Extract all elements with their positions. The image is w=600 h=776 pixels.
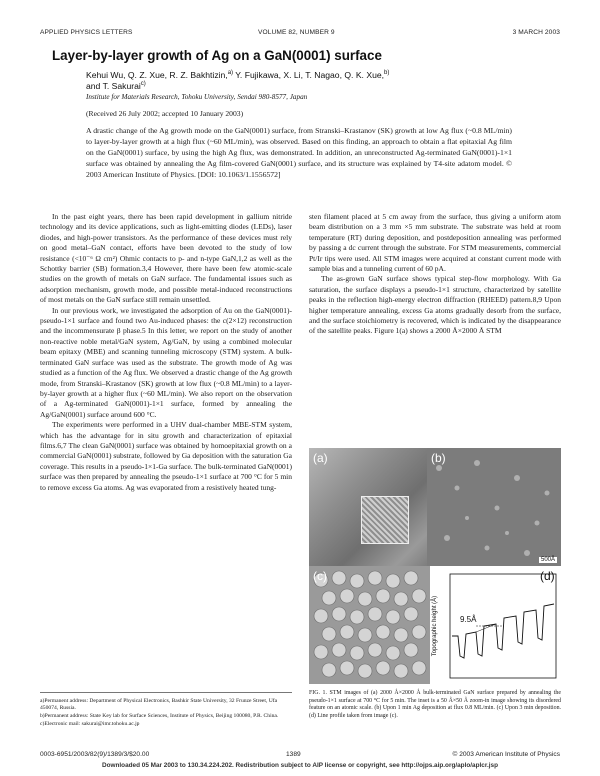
body-column-left: [40, 212, 292, 493]
body-paragraph-continued: sten filament placed at 5 cm away from the surface, thus giving a uniform atom beam distribution on a 3 mm ×5 mm substrate. The substrate was held at room temperature (RT) during deposition, and postdeposition annealing was performed by passing a dc current through the substrate. For STM measurements, commercial Pt/Ir tips were used. All STM images were acquired at constant current mode with sample bias and a tunneling current of 60 pA.: [309, 212, 561, 274]
panel-label-d: (d): [540, 569, 555, 583]
step-height-label: 9.5Å: [460, 615, 477, 624]
figure-caption: FIG. 1. STM images of (a) 2000 Å×2000 Å bulk-terminated GaN surface prepared by annealing the pseudo-1×1 surface at 700 °C for 5 min. The inset is a 50 Å×50 Å zoom-in image showing its disordered feature on an atomic scale. (b) Upon 1 min Ag deposition at flux 0.8 ML/min. (c) Upon 3 min deposition. (d) Line profile taken from image (c).: [309, 690, 561, 719]
panel-label-c: (c): [313, 569, 327, 583]
scale-bar-b: 500Å: [540, 557, 555, 563]
authors-part-1: Kehui Wu, Q. Z. Xue, R. Z. Bakhtizin,: [86, 70, 228, 80]
issue-date: 3 MARCH 2003: [512, 29, 560, 36]
footnote-mark-c[interactable]: c): [140, 81, 146, 88]
panel-label-a: (a): [313, 451, 328, 465]
volume-number: VOLUME 82, NUMBER 9: [258, 29, 335, 36]
stm-image-b: [427, 448, 561, 566]
footnote: b)Permanent address: State Key lab for Surface Sciences, Institute of Physics, Beijing 100080, P.R. China.: [40, 712, 279, 719]
footnote-mark-a[interactable]: a): [227, 70, 234, 77]
copyright: © 2003 American Institute of Physics: [452, 751, 560, 758]
stm-texture-b: [427, 448, 561, 566]
line-profile-plot: [430, 566, 561, 684]
footnotes: [40, 692, 292, 728]
affiliation: Institute for Materials Research, Tohoku University, Sendai 980-8577, Japan: [86, 93, 308, 101]
download-notice[interactable]: Downloaded 05 Mar 2003 to 130.34.224.202. Redistribution subject to AIP license or copyright, see http://ojps.aip.org/aplo/aplcr.jsp: [102, 762, 498, 769]
footnote-mark-b[interactable]: b): [384, 70, 390, 77]
stm-image-c: [309, 566, 430, 684]
figure-1: [309, 448, 561, 684]
axis-label-y: Topographic height (Å): [432, 595, 438, 657]
footnote: c)Electronic mail: sakurai@imr.tohoku.ac.jp: [40, 720, 140, 727]
panel-label-b: (b): [431, 451, 446, 465]
received-dates: (Received 26 July 2002; accepted 10 January 2003): [86, 109, 244, 118]
body-paragraph: In our previous work, we investigated the adsorption of Au on the GaN(0001)-pseudo-1×1 surface and found two Au-induced phases: the c(2×12) reconstruction and the incommensurate β phase.5 In this letter, we report on the study of another non-reactive noble metal/GaN system, Ag/GaN, by using a combined molecular beam epitaxy (MBE) and scanning tunneling microscopy (STM) system. A bulk-terminated GaN surface was used as the substrate. The growth mode of Ag was studied as a function of the Ag flux. We observed a drastic change of the Ag growth mode, from Stranski–Krastanov (SK) growth at low flux (~0.8 ML/min) to a layer-by-layer growth at a higher flux (~60 ML/min). We also report on the observation of a Ag-terminated GaN(0001)-1×1 surface, formed by annealing the Ag/GaN(0001) surface around 600 °C.: [40, 305, 292, 419]
body-column-right: [309, 212, 561, 337]
author-list: [86, 70, 526, 92]
stm-texture-c: [309, 566, 430, 684]
authors-part-3: and T. Sakurai: [86, 81, 141, 91]
abstract: A drastic change of the Ag growth mode on the GaN(0001) surface, from Stranski–Krastanov (SK) growth at low Ag flux (~0.8 ML/min) to layer-by-layer growth at a high flux (~60 ML/min), was observed. Based on this finding, an approach to obtain a flat epitaxial Ag film on the GaN(0001) surface, by using the high Ag flux, was demonstrated. In addition, an unreconstructed Ag-terminated GaN(0001)-1×1 surface was obtained by annealing the Ag film-covered GaN(0001) surface, and its structure was explained by T4-site adatom model. © 2003 American Institute of Physics. [DOI: 10.1063/1.1556572]: [86, 126, 512, 179]
footnote: a)Permanent address: Department of Physical Electronics, Bashkir State University, 32 Frunze Street, Ufa 450074, Russia.: [40, 698, 278, 712]
page-number: 1389: [286, 751, 301, 758]
line-profile-trace: [452, 604, 554, 658]
issn-code: 0003-6951/2003/82(9)/1389/3/$20.00: [40, 751, 150, 758]
line-profile-d: [430, 566, 561, 684]
stm-inset-zoom: [361, 496, 409, 544]
journal-name: APPLIED PHYSICS LETTERS: [40, 29, 133, 36]
paper-title: Layer-by-layer growth of Ag on a GaN(0001) surface: [52, 48, 382, 63]
body-paragraph: The as-grown GaN surface shows typical step-flow morphology. With Ga saturation, the surface displays a pseudo-1×1 structure, characterized by satellite peaks in the reflection high-energy electron diffraction (RHEED) pattern.8,9 Upon higher temperature annealing, excess Ga atoms gradually desorb from the surface, and the surface stoichiometry is recovered, which is indicated by the disappearance of the satellite peaks. Figure 1(a) shows a 2000 Å×2000 Å STM: [309, 274, 561, 336]
authors-part-2: Y. Fujikawa, X. Li, T. Nagao, Q. K. Xue,: [233, 70, 385, 80]
body-paragraph: In the past eight years, there has been rapid development in gallium nitride technology and its device applications, such as light-emitting diodes (LEDs), laser diodes, and high-power transistors. As the performance of these devices must rely on good metal–GaN contact, efforts have been devoted to the study of low resistance (<10⁻⁶ Ω cm²) Ohmic contacts to p- and n-type GaN,1,2 as well as the Schottky barrier (SB) formation.3,4 However, there have been few atomic-scale studies on the growth of metals on GaN surface. The fundamental issues such as adsorption mechanism, growth mode, and possible metal-induced reconstructions of most metals on the GaN surface still remain unsettled.: [40, 212, 292, 305]
body-paragraph: The experiments were performed in a UHV dual-chamber MBE-STM system, which has the advantage for in situ growth and characterization of epitaxial films.6,7 The clean GaN(0001) surface was obtained by homoepitaxial growth on a commercial GaN(0001) substrate, followed by Ga deposition with the saturation Ga coverage. This results in a pseudo-1×1-Ga surface. The bulk-terminated GaN(0001) surface was then prepared by annealing the pseudo-1×1 surface at 700 °C for 5 min to remove excess Ga atoms. Ag was evaporated from a resistively heated tung-: [40, 420, 292, 492]
